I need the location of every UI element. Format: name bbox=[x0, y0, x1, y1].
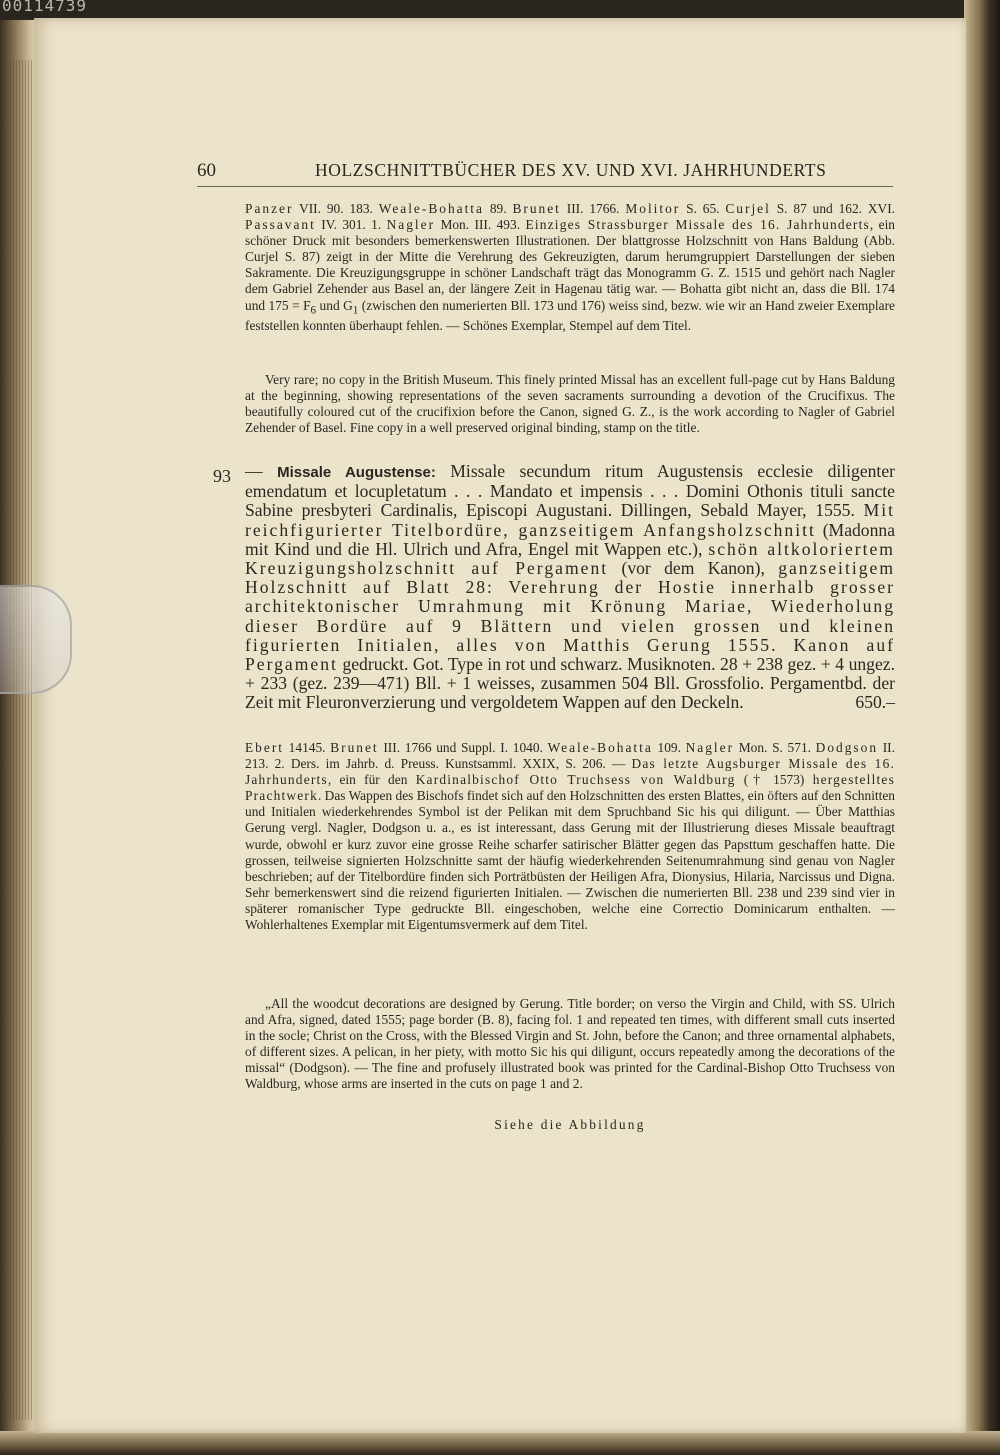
entry-text: (Madonna mit Kind und die Hl. Ulrich und Afra, Engel mit Wappen etc.), bbox=[245, 519, 895, 559]
description-text: und G bbox=[316, 297, 353, 313]
ref-text: III. 1766 und Suppl. I. 1040. bbox=[378, 740, 548, 755]
subscript: 6 bbox=[310, 304, 317, 317]
entry-number: 93 bbox=[213, 466, 231, 486]
emphasis-heading: Das letzte Augsburger Missale des 16. Jahrhunderts bbox=[245, 756, 896, 788]
bibliography-block-2 bbox=[245, 740, 895, 933]
ref-brunet: Brunet bbox=[512, 201, 561, 216]
ref-text: 14145. bbox=[284, 740, 331, 755]
page-edges bbox=[10, 60, 36, 1420]
entry-emphasis: ganzseitigem Holzschnitt auf Blatt 28: Verehrung der Hostie innerhalb grosser architektonischer Umrahmung mit Krönung Mariae, Wiederholung dieser Bordüre auf 9 Blättern und vielen grossen und kleinen figurierten Initialen, alles von Matthis Gerung 1555. Kanon auf Pergament bbox=[245, 558, 896, 675]
running-title: HOLZSCHNITTBÜCHER DES XV. UND XVI. JAHRHUNDERTS bbox=[315, 160, 827, 180]
book-spine bbox=[0, 20, 36, 1455]
description-text: , ein für den bbox=[327, 772, 416, 788]
ref-text: 89. bbox=[483, 201, 513, 216]
english-note-2: „All the woodcut decorations are designed by Gerung. Title border; on verso the Virgin and Child, with SS. Ulrich and Afra, signed, dated 1555; page border (B. 8), facing fol. 1 and repeated ten times, with different small cuts inserted in the socle; Christ on the Cross, with the Blessed Virgin and St. John, before the Canon; and three ornamental alphabets, of different sizes. A pelican, in her piety, with motto Sic his qui diligunt, occurs repeatedly among the decorations of the missal“ (Dodgson). — The fine and profusely illustrated book was printed for the Cardinal-Bishop Otto Truchsess von Waldburg, whose arms are inserted in the cuts on page 1 and 2. bbox=[245, 996, 895, 1092]
bibliography-block-1 bbox=[245, 201, 895, 334]
see-illustration-note: Siehe die Abbildung bbox=[494, 1117, 646, 1132]
entry-text: Missale secundum ritum Augustensis ecclesie diligenter emendatum et locupletatum . . . Mandato et impensis . . . Domini Othonis tituli sancte Sabine presbyteri Cardinalis, Episcopi Augustani. Dillingen, Sebald Mayer, 1555. bbox=[245, 461, 895, 521]
description-text: , ein schöner Druck mit besonders bemerkenswerten Illustrationen. Der blattgrosse Holzschnitt von Hans Baldung (Abb. Curjel S. 87) zeigt in der Mitte die Verehrung des Gekreuzigten, darum herumgruppiert Darstellungen der sieben Sakramente. Die Kreuzigungsgruppe in schöner Landschaft trägt das Monogramm G. Z. 1515 und gehört nach Nagler dem Gabriel Zehender aus Basel an, der längere Zeit in Hagenau tätig war. — Bohatta gibt nicht an, dass die Bll. 174 und 175 = F bbox=[245, 217, 896, 313]
ref-text: Mon. S. 571. bbox=[734, 740, 816, 755]
english-note-1: Very rare; no copy in the British Museum. This finely printed Missal has an excellent full-page cut by Hans Baldung at the beginning, showing representations of the seven sacraments surrounding a devotion of the Crucifixus. The beautifully coloured cut of the crucifixion before the Canon, signed G. Z., is the work according to Nagler of Gabriel Zehender of Basel. Fine copy in a well preserved original binding, stamp on the title. bbox=[245, 372, 895, 436]
ref-molitor: Molitor bbox=[625, 201, 681, 216]
ref-text: IV. 301. 1. bbox=[315, 217, 387, 233]
page-number: 60 bbox=[197, 160, 216, 181]
entry-price: 650.– bbox=[855, 692, 895, 713]
ref-passavant: Passavant bbox=[245, 217, 316, 233]
entry-dash: — bbox=[245, 461, 278, 481]
entry-description bbox=[245, 462, 895, 713]
ref-text: III. 1766. bbox=[560, 201, 626, 216]
entry-text: (vor dem Kanon), bbox=[608, 558, 779, 579]
ref-text: 109. bbox=[652, 740, 686, 755]
scan-id-strip bbox=[0, 0, 1000, 20]
ref-dodgson: Dodgson bbox=[815, 740, 879, 755]
bottom-page-edge bbox=[0, 1431, 1000, 1455]
entry-title: Missale Augustense: bbox=[277, 464, 436, 481]
ref-text: VII. 90. 183. bbox=[293, 201, 379, 216]
ref-curjel: Curjel bbox=[725, 201, 771, 216]
paper-clip bbox=[0, 585, 72, 694]
entry-emphasis: Mit reichfigurierter Titelbordüre, ganzseitigem Anfangsholzschnitt bbox=[245, 500, 895, 540]
ref-weale-bohatta: Weale-Bohatta bbox=[378, 201, 484, 216]
ref-nagler: Nagler bbox=[386, 217, 436, 233]
description-text: († 1573) bbox=[735, 772, 813, 788]
right-page-edge bbox=[964, 0, 1000, 1455]
page-header bbox=[197, 160, 893, 187]
ref-text: II. 213. 2. Ders. im Jahrb. d. Preuss. Kunstsamml. XXIX, S. 206. — bbox=[245, 740, 895, 772]
ref-text: S. 65. bbox=[680, 201, 726, 216]
ref-nagler: Nagler bbox=[685, 740, 735, 755]
emphasis-name: Kardinalbischof Otto Truchsess von Waldburg bbox=[415, 772, 736, 788]
entry-emphasis: schön altkoloriertem Kreuzigungsholzschnitt auf Pergament bbox=[245, 538, 895, 579]
emphasis-heading: Einziges Strassburger Missale des 16. Jahrhunderts bbox=[525, 217, 870, 233]
description-text: . Das Wappen des Bischofs findet sich auf den Holzschnitten des ersten Blattes, ein öfters auf den Schnitten und Initialen wiederkehrendes Symbol ist der Pelikan mit dem Spruchband Sic his qui diligunt. — Über Matthias Gerung vergl. Nagler, Dodgson u. a., es ist interessant, dass Gerung mit der Illustrierung dieses Missale beauftragt wurde, obwohl er kurz zuvor eine grosse Reihe scharfer satirischer Blätter gegen das Papsttum geschaffen hatte. Die grossen, teilweise signierten Holzschnitte samt der häufig wiederkehrenden Seitenumrahmung sind genau von Nagler beschrieben; auf der Titelbordüre finden sich Porträtbüsten der Heiligen Afra, Dionysius, Hilaria, Narcissus und Digna. Sehr bemerkenswert sind die reizend figurierten Initialen. — Zwischen die numerierten Bll. 238 und 239 sind vier in späterer romanischer Type gedruckte Bll. eingeschoben, welche eine Correctio Dominicarum enthalten. — Wohlerhaltenes Exemplar mit Eigentumsvermerk auf dem Titel. bbox=[245, 788, 895, 933]
description-text: (zwischen den numerierten Bll. 173 und 176) weiss sind, bezw. wie wir an Hand zweier Exemplare feststellen konnten überhaupt fehlen. — Schönes Exemplar, Stempel auf dem Titel. bbox=[245, 297, 896, 334]
entry-text: gedruckt. Got. Type in rot und schwarz. Musiknoten. 28 + 238 gez. + 4 ungez. + 233 (gez. 239—471) Bll. + 1 weisses, zusammen 504 Bll. Grossfolio. Pergamentbd. der Zeit mit Fleuronverzierung und vergoldetem Wappen auf den Deckeln. bbox=[245, 654, 895, 713]
ref-weale-bohatta: Weale-Bohatta bbox=[547, 740, 653, 755]
emphasis-prachtwerk: hergestelltes Prachtwerk bbox=[245, 772, 895, 804]
subscript: 1 bbox=[352, 304, 359, 317]
ref-brunet: Brunet bbox=[330, 740, 379, 755]
ref-text: Mon. III. 493. bbox=[435, 217, 526, 233]
ref-text: S. 87 und 162. XVI. bbox=[770, 201, 896, 216]
ref-ebert: Ebert bbox=[245, 740, 284, 755]
scan-id: 00114739 bbox=[2, 0, 88, 15]
ref-panzer: Panzer bbox=[245, 201, 294, 216]
